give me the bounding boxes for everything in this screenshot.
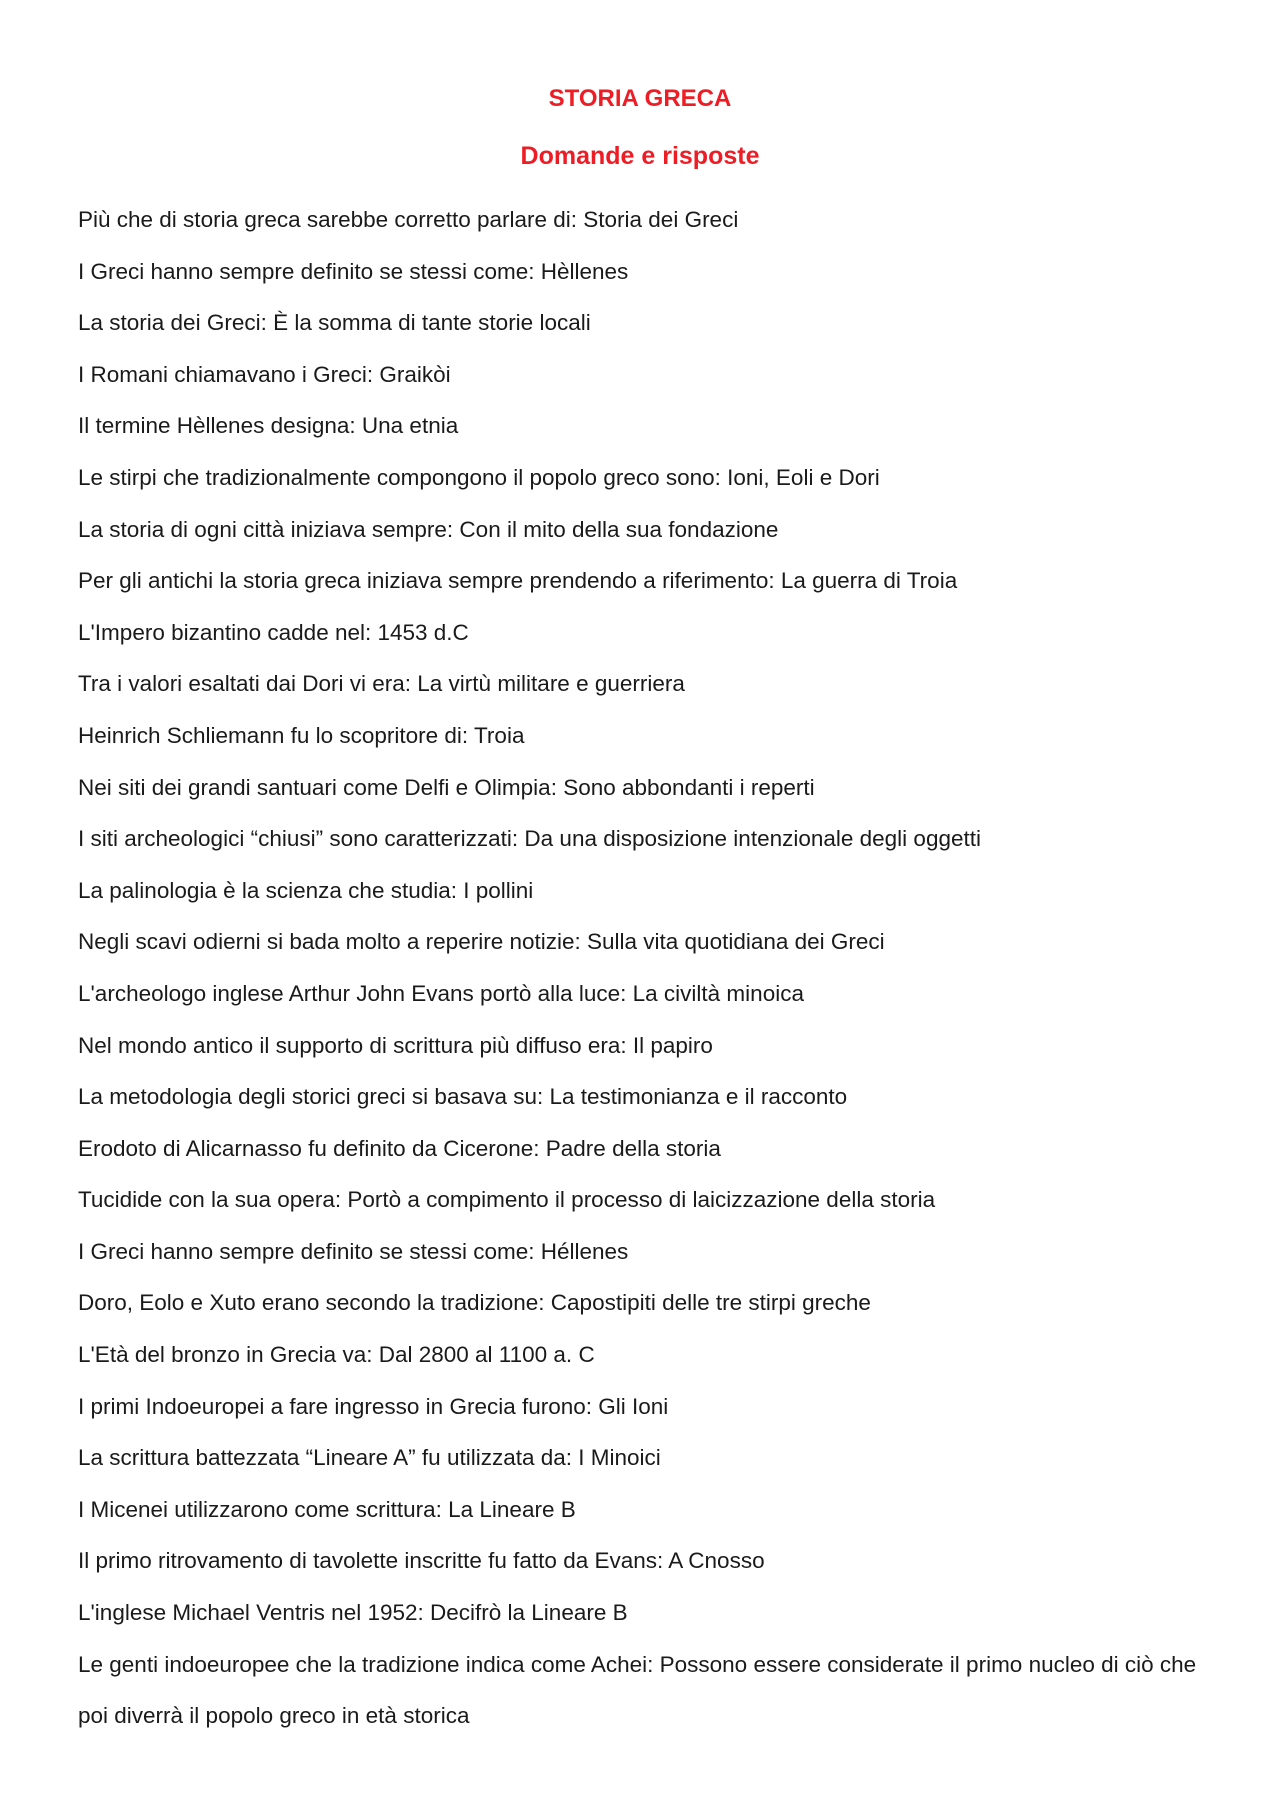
document-subtitle: Domande e risposte: [520, 142, 760, 170]
qa-item: Più che di storia greca sarebbe corretto parlare di: Storia dei Greci: [78, 207, 739, 232]
qa-item: I Romani chiamavano i Greci: Graikòi: [78, 361, 451, 387]
qa-item: Tucidide con la sua opera: Portò a compimento il processo di laicizzazione della storia: [78, 1187, 936, 1213]
qa-list: [78, 194, 1198, 1742]
qa-item: Tra i valori esaltati dai Dori vi era: La virtù militare e guerriera: [78, 671, 685, 697]
qa-item: I Micenei utilizzarono come scrittura: La Lineare B: [78, 1496, 576, 1522]
qa-item: Per gli antichi la storia greca iniziava sempre prendendo a riferimento: La guerra di Troia: [78, 568, 958, 594]
qa-item: I Greci hanno sempre definito se stessi come: Héllenes: [78, 1238, 629, 1264]
qa-item: Il primo ritrovamento di tavolette inscritte fu fatto da Evans: A Cnosso: [78, 1548, 765, 1574]
qa-item: Il termine Hèllenes designa: Una etnia: [78, 413, 459, 439]
qa-item: L'archeologo inglese Arthur John Evans portò alla luce: La civiltà minoica: [78, 980, 804, 1006]
qa-item: Le genti indoeuropee che la tradizione indica come Achei: Possono essere considerate il primo nucleo di ciò che poi diverrà il popolo greco in età storica: [78, 1651, 1197, 1729]
qa-item: Nel mondo antico il supporto di scrittura più diffuso era: Il papiro: [78, 1032, 713, 1058]
qa-item: I Greci hanno sempre definito se stessi come: Hèllenes: [78, 258, 629, 284]
document-title: STORIA GRECA: [548, 85, 732, 112]
qa-item: I primi Indoeuropei a fare ingresso in Grecia furono: Gli Ioni: [78, 1393, 669, 1419]
qa-item: La palinologia è la scienza che studia: I pollini: [78, 877, 534, 903]
qa-item: L'Età del bronzo in Grecia va: Dal 2800 al 1100 a. C: [78, 1342, 595, 1368]
qa-item: L'inglese Michael Ventris nel 1952: Decifrò la Lineare B: [78, 1600, 628, 1626]
qa-item: La storia di ogni città iniziava sempre: Con il mito della sua fondazione: [78, 516, 779, 542]
qa-item: Negli scavi odierni si bada molto a reperire notizie: Sulla vita quotidiana dei Greci: [78, 929, 885, 955]
qa-item: L'Impero bizantino cadde nel: 1453 d.C: [78, 619, 469, 645]
qa-item: La scrittura battezzata “Lineare A” fu utilizzata da: I Minoici: [78, 1445, 661, 1471]
qa-item: Le stirpi che tradizionalmente compongono il popolo greco sono: Ioni, Eoli e Dori: [78, 464, 880, 490]
qa-item: Nei siti dei grandi santuari come Delfi e Olimpia: Sono abbondanti i reperti: [78, 774, 815, 800]
qa-item: Erodoto di Alicarnasso fu definito da Cicerone: Padre della storia: [78, 1135, 721, 1161]
qa-item: I siti archeologici “chiusi” sono caratterizzati: Da una disposizione intenzionale degli oggetti: [78, 826, 981, 852]
qa-item: Doro, Eolo e Xuto erano secondo la tradizione: Capostipiti delle tre stirpi greche: [78, 1290, 871, 1316]
qa-item: Heinrich Schliemann fu lo scopritore di: Troia: [78, 722, 525, 748]
qa-item: La metodologia degli storici greci si basava su: La testimonianza e il racconto: [78, 1084, 848, 1110]
qa-item: La storia dei Greci: È la somma di tante storie locali: [78, 310, 591, 336]
